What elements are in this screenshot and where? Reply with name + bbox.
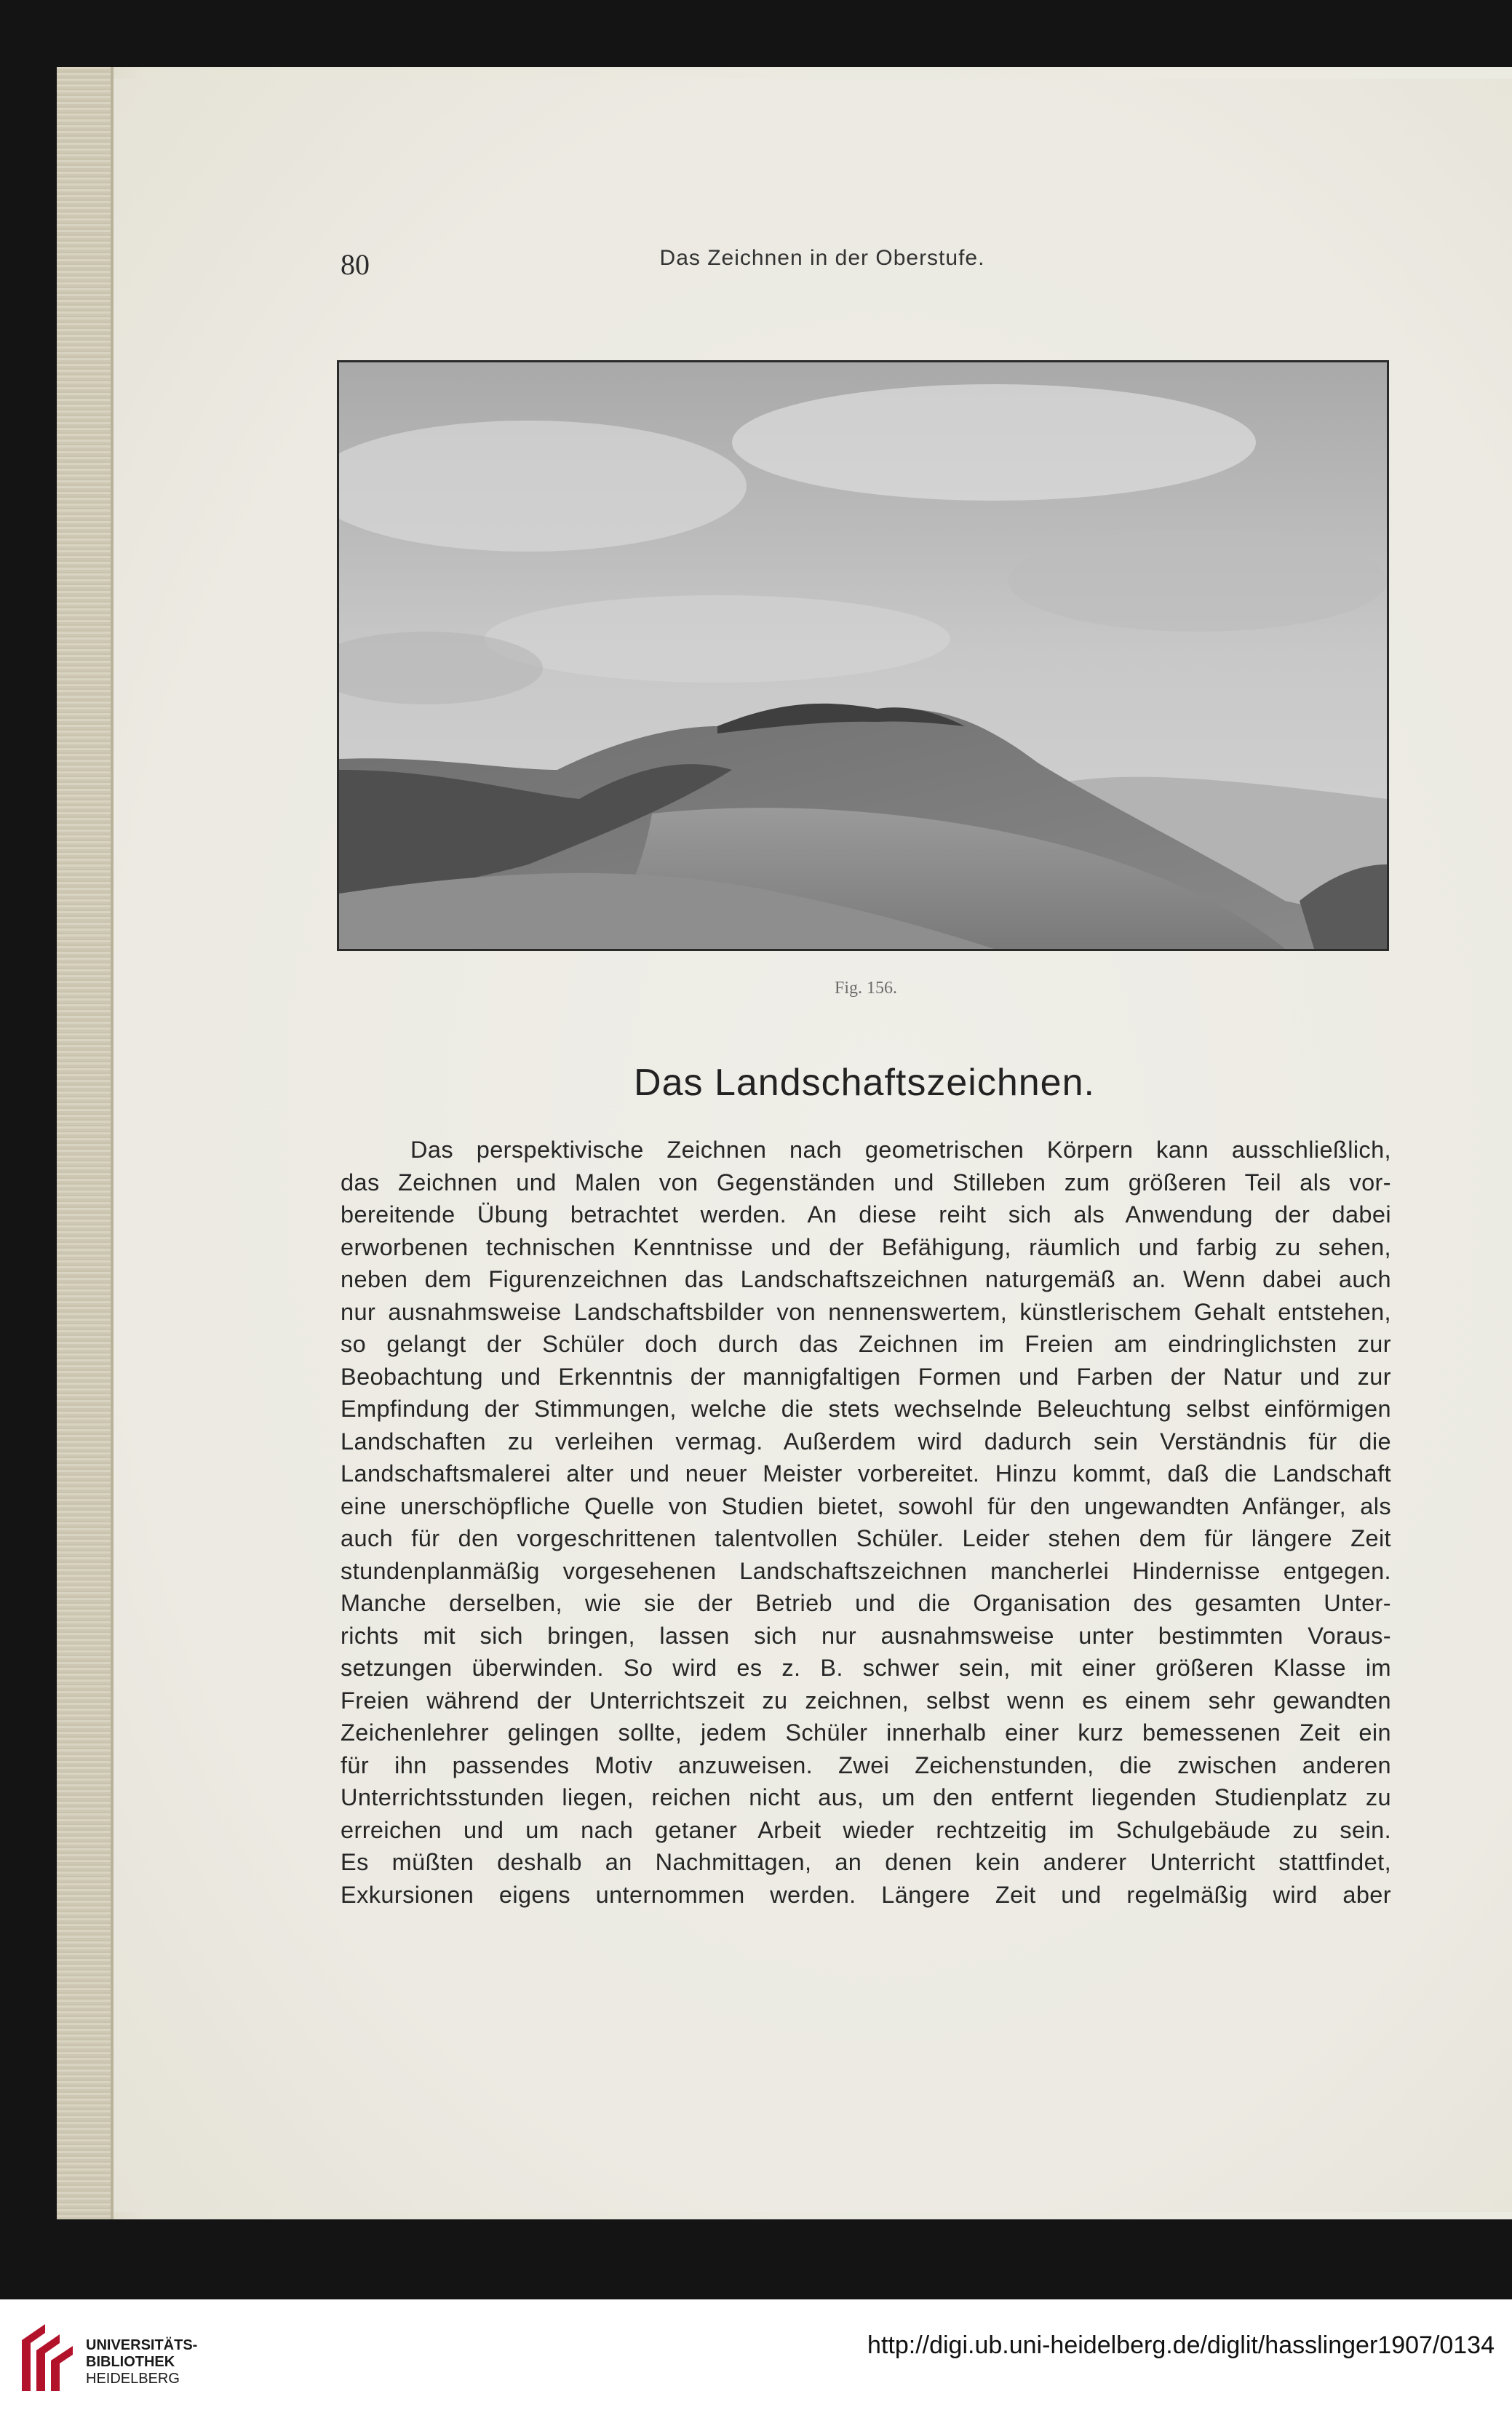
cloud	[1008, 530, 1387, 632]
section-heading: Das Landschaftszeichnen.	[634, 1062, 1095, 1104]
text-line: Das perspektivische Zeichnen nach geometrischen Körpern kann ausschließlich,	[410, 1137, 1391, 1163]
landscape-drawing	[339, 362, 1387, 949]
text-line: Landschaften zu verleihen vermag. Außerdem wird dadurch sein Verständnis für die	[341, 1428, 1391, 1455]
text-line: Manche derselben, wie sie der Betrieb und die Organisation des gesamten Unter-	[341, 1590, 1391, 1616]
text-line: erworbenen technischen Kenntnisse und der Befähigung, räumlich und farbig zu sehen,	[341, 1233, 1391, 1260]
text-line: stundenplanmäßig vorgesehenen Landschaftszeichnen mancherlei Hindernisse entgegen.	[341, 1557, 1391, 1584]
permalink-url[interactable]: http://digi.ub.uni-heidelberg.de/diglit/hasslinger1907/0134	[867, 2331, 1495, 2359]
text-line: Zeichenlehrer gelingen sollte, jedem Schüler innerhalb einer kurz bemessenen Zeit ein	[341, 1719, 1391, 1746]
running-head: Das Zeichnen in der Oberstufe.	[659, 246, 985, 270]
library-logo-icon	[16, 2318, 77, 2394]
text-line: Beobachtung und Erkenntnis der mannigfaltigen Formen und Farben der Natur und zur	[341, 1363, 1391, 1390]
text-line: auch für den vorgeschrittenen talentvollen Schüler. Leider stehen dem für längere Zeit	[341, 1525, 1391, 1551]
text-line: das Zeichnen und Malen von Gegenständen und Stilleben zum größeren Teil als vor-	[341, 1169, 1391, 1196]
text-line: für ihn passendes Motiv anzuweisen. Zwei Zeichenstunden, die zwischen anderen	[341, 1751, 1391, 1778]
library-name-line: UNIVERSITÄTS-	[86, 2337, 198, 2353]
library-name-line: HEIDELBERG	[86, 2371, 180, 2387]
library-logo-icon[interactable]	[16, 2318, 77, 2394]
page-number: 80	[341, 248, 370, 281]
body-text	[341, 1134, 1391, 1911]
text-line: so gelangt der Schüler doch durch das Zeichnen im Freien am eindringlichsten zur	[341, 1331, 1391, 1357]
text-line: Empfindung der Stimmungen, welche die stets wechselnde Beleuchtung selbst einförmigen	[341, 1396, 1391, 1422]
landscape-illustration	[337, 360, 1389, 951]
text-line: Landschaftsmalerei alter und neuer Meister vorbereitet. Hinzu kommt, daß die Landschaft	[341, 1460, 1391, 1487]
library-name	[86, 2337, 197, 2387]
text-line: erreichen und um nach getaner Arbeit wieder rechtzeitig im Schulgebäude zu sein.	[341, 1816, 1391, 1843]
text-line: richts mit sich bringen, lassen sich nur ausnahmsweise unter bestimmten Voraus-	[341, 1622, 1391, 1649]
text-line: nur ausnahmsweise Landschaftsbilder von nennenswertem, künstlerischem Gehalt entstehen,	[341, 1298, 1391, 1325]
text-line: Exkursionen eigens unternommen werden. Längere Zeit und regelmäßig wird aber	[341, 1881, 1391, 1908]
text-line: Unterrichtsstunden liegen, reichen nicht aus, um den entfernt liegenden Studienplatz zu	[341, 1784, 1391, 1810]
text-line: setzungen überwinden. So wird es z. B. schwer sein, mit einer größeren Klasse im	[341, 1655, 1391, 1681]
cloud	[732, 384, 1256, 501]
text-line: neben dem Figurenzeichnen das Landschaftszeichnen naturgemäß an. Wenn dabei auch	[341, 1266, 1391, 1292]
cloud	[485, 595, 950, 683]
text-line: Freien während der Unterrichtszeit zu zeichnen, selbst wenn es einem sehr gewandten	[341, 1687, 1391, 1714]
text-line: eine unerschöpfliche Quelle von Studien bietet, sowohl für den ungewandten Anfänger, als	[341, 1492, 1391, 1519]
viewer-footer	[0, 2299, 1512, 2410]
text-line: bereitende Übung betrachtet werden. An diese reiht sich als Anwendung der dabei	[341, 1201, 1391, 1228]
figure-caption: Fig. 156.	[834, 979, 897, 998]
text-line: Es müßten deshalb an Nachmittagen, an denen kein anderer Unterricht stattfindet,	[341, 1849, 1391, 1875]
library-name-line: BIBLIOTHEK	[86, 2354, 175, 2370]
book-spine	[57, 67, 114, 2219]
